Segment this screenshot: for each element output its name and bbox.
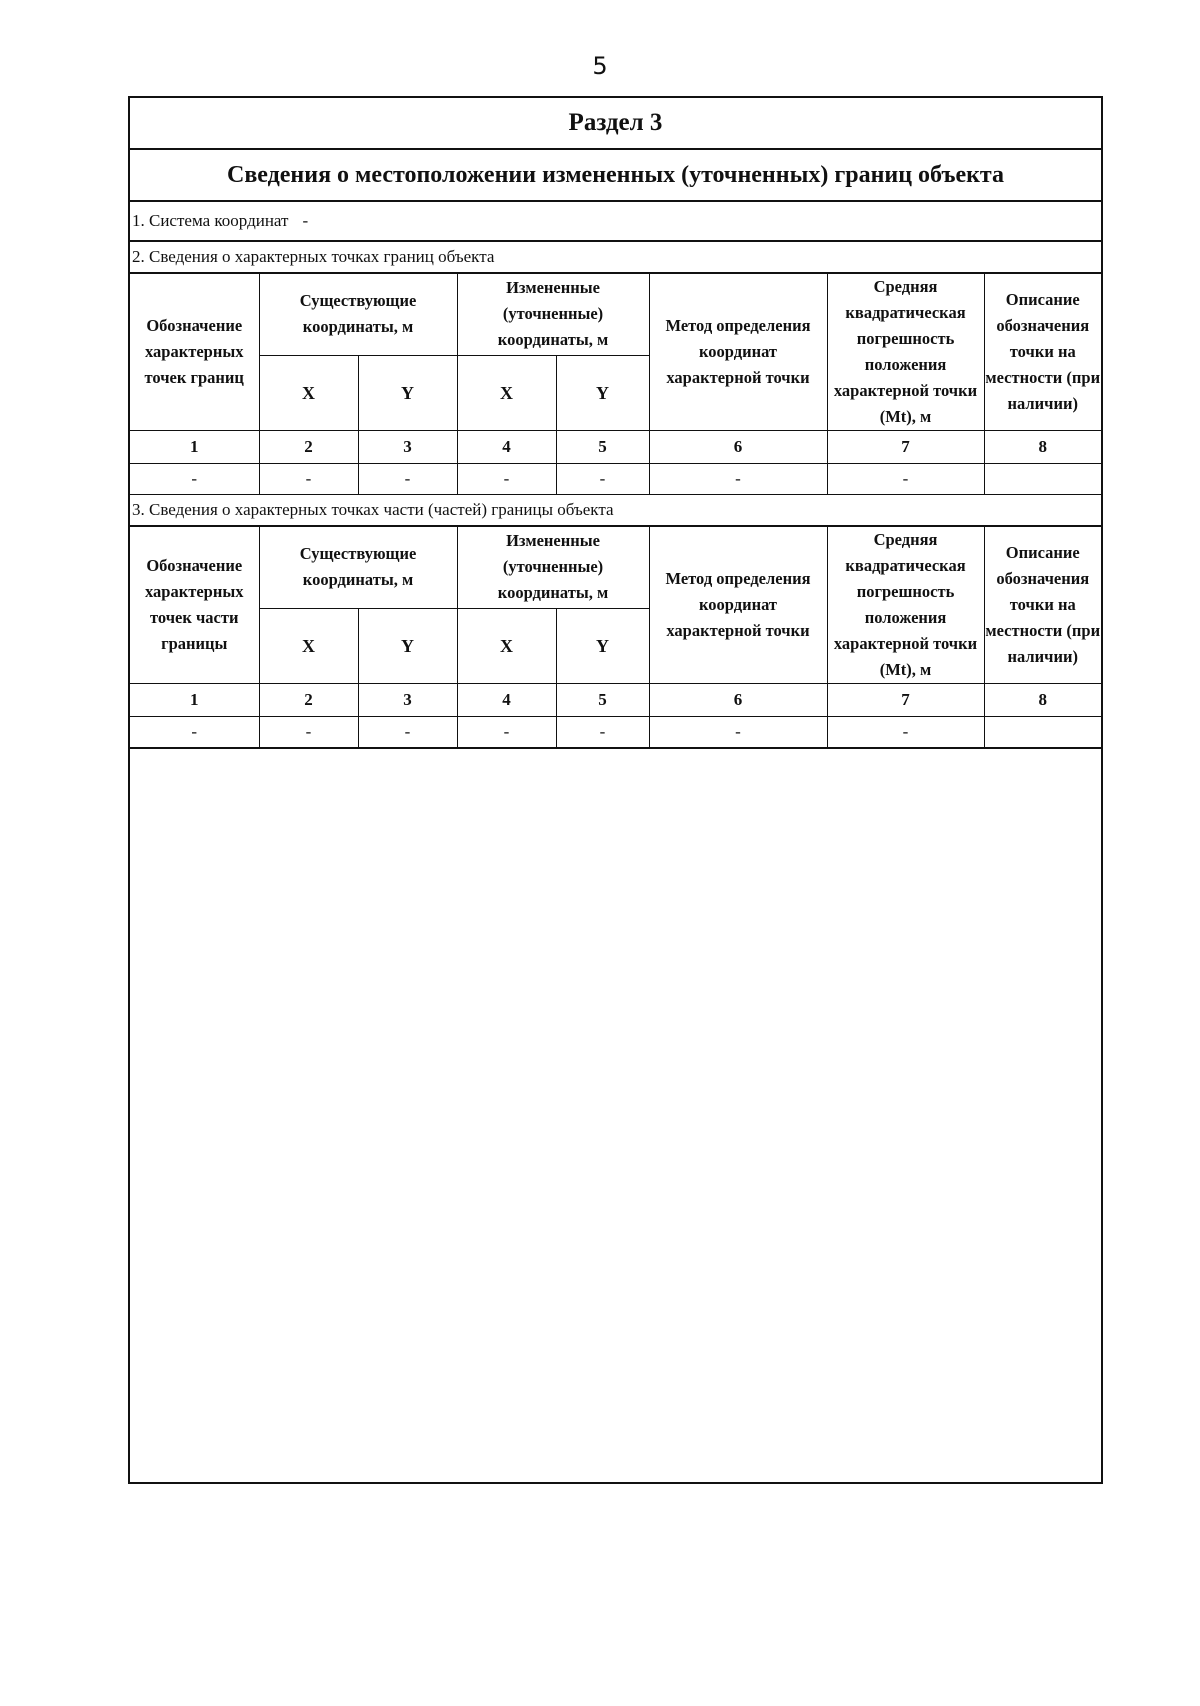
column-number: 2 [259, 431, 358, 464]
column-number: 1 [130, 684, 259, 717]
header-changed-coords: Измененные (уточненные) координаты, м [457, 527, 649, 608]
column-number: 3 [358, 684, 457, 717]
column-number: 7 [827, 684, 984, 717]
coordinate-system-row [130, 202, 1101, 242]
table-cell: - [457, 717, 556, 749]
column-number: 5 [556, 431, 649, 464]
table-cell: - [827, 717, 984, 749]
column-number: 5 [556, 684, 649, 717]
header-method: Метод определения координат характерной точки [649, 527, 827, 684]
header-existing-coords: Существующие координаты, м [259, 527, 457, 608]
part-boundary-points-table [130, 527, 1101, 749]
header-designation: Обозначение характерных точек границ [130, 274, 259, 431]
table-cell: - [649, 464, 827, 495]
column-number: 7 [827, 431, 984, 464]
header-changed-y: Y [556, 355, 649, 430]
table-cell: - [827, 464, 984, 495]
column-number: 8 [984, 431, 1101, 464]
header-changed-coords: Измененные (уточненные) координаты, м [457, 274, 649, 355]
section-subtitle: Сведения о местоположении измененных (уточненных) границ объекта [130, 150, 1101, 202]
header-mean-error: Средняя квадратическая погрешность положения характерной точки (Mt), м [827, 274, 984, 431]
table-cell: - [457, 464, 556, 495]
table-cell: - [556, 464, 649, 495]
table-cell: - [259, 717, 358, 749]
header-changed-x: X [457, 355, 556, 430]
table-cell [984, 717, 1101, 749]
table-cell: - [649, 717, 827, 749]
header-designation: Обозначение характерных точек части границы [130, 527, 259, 684]
column-number: 1 [130, 431, 259, 464]
header-existing-x: X [259, 608, 358, 683]
table-row [130, 464, 1101, 495]
column-numbers-row [130, 684, 1101, 717]
header-existing-x: X [259, 355, 358, 430]
header-changed-x: X [457, 608, 556, 683]
header-changed-y: Y [556, 608, 649, 683]
table2-caption: 3. Сведения о характерных точках части (частей) границы объекта [130, 495, 1101, 527]
column-number: 6 [649, 684, 827, 717]
table-cell: - [358, 717, 457, 749]
table-cell: - [556, 717, 649, 749]
header-description: Описание обозначения точки на местности (при наличии) [984, 527, 1101, 684]
table-cell [984, 464, 1101, 495]
column-numbers-row [130, 431, 1101, 464]
coordinate-system-value: - [302, 211, 309, 230]
header-existing-coords: Существующие координаты, м [259, 274, 457, 355]
header-method: Метод определения координат характерной точки [649, 274, 827, 431]
coordinate-system-label: 1. Система координат [132, 211, 289, 230]
header-mean-error: Средняя квадратическая погрешность положения характерной точки (Mt), м [827, 527, 984, 684]
section-frame [128, 96, 1103, 1484]
table1-caption: 2. Сведения о характерных точках границ объекта [130, 242, 1101, 274]
section-title: Раздел 3 [130, 98, 1101, 150]
column-number: 6 [649, 431, 827, 464]
table-cell: - [358, 464, 457, 495]
table-row [130, 717, 1101, 749]
header-existing-y: Y [358, 608, 457, 683]
header-existing-y: Y [358, 355, 457, 430]
column-number: 4 [457, 684, 556, 717]
column-number: 8 [984, 684, 1101, 717]
header-description: Описание обозначения точки на местности (при наличии) [984, 274, 1101, 431]
column-number: 4 [457, 431, 556, 464]
column-number: 2 [259, 684, 358, 717]
table-cell: - [130, 717, 259, 749]
page-number: 5 [592, 52, 608, 80]
column-number: 3 [358, 431, 457, 464]
boundary-points-table [130, 274, 1101, 495]
table-cell: - [130, 464, 259, 495]
table-cell: - [259, 464, 358, 495]
